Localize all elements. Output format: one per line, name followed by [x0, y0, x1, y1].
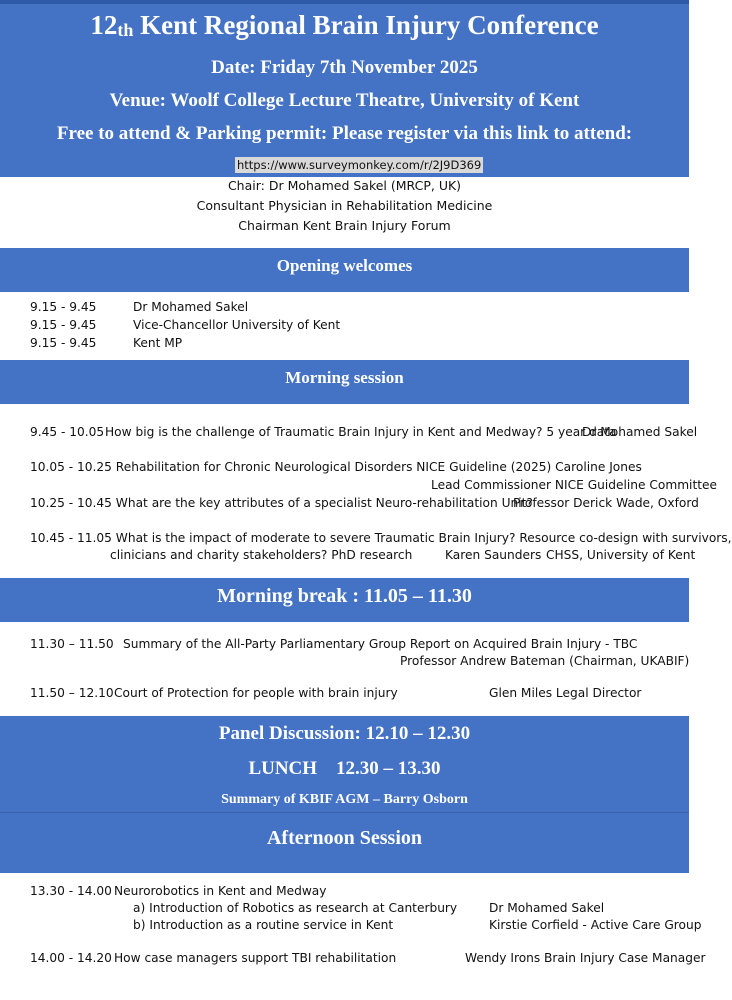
conference-title: $12_{th}$ Kent Regional Brain Injury Conference [90, 10, 599, 40]
afternoon-row1-time: 13.30 - 14.00 [30, 884, 112, 898]
morning-row4: 10.45 - 11.05 What is the impact of moderate to severe Traumatic Brain Injury? Resource co-design with survivors, [30, 531, 732, 545]
morning-row2-role: Lead Commissioner NICE Guideline Committee [431, 478, 718, 492]
afternoon-band [0, 812, 689, 873]
morning-row4-org: CHSS, University of Kent [546, 548, 696, 562]
break-row2-title: Court of Protection for people with brain injury [114, 686, 398, 700]
break-row2-speaker: Glen Miles Legal Director [489, 686, 642, 700]
break-row1-title: Summary of the All-Party Parliamentary Group Report on Acquired Brain Injury - TBC [123, 637, 638, 651]
morning-row4-cont: clinicians and charity stakeholders? PhD research [110, 548, 413, 562]
afternoon-row1-a: a) Introduction of Robotics as research at Canterbury [133, 901, 458, 915]
morning-row1-title: How big is the challenge of Traumatic Brain Injury in Kent and Medway? 5 year data [105, 425, 617, 439]
morning-row1-speaker: Dr Mohamed Sakel [582, 425, 698, 439]
opening-row-item: Vice-Chancellor University of Kent [133, 318, 341, 332]
afternoon-heading: Afternoon Session [266, 827, 422, 849]
opening-row-time: 9.15 - 9.45 [30, 300, 97, 314]
top-rule [0, 0, 689, 4]
registration-note: Free to attend & Parking permit: Please register via this link to attend: [56, 123, 633, 144]
panel-heading: Panel Discussion: 12.10 – 12.30 [218, 723, 471, 744]
afternoon-row2-time: 14.00 - 14.20 [30, 951, 112, 965]
morning-band [0, 360, 689, 404]
lunch-heading: LUNCH 12.30 – 13.30 [248, 758, 441, 779]
chair-title: Consultant Physician in Rehabilitation Medicine [196, 198, 493, 213]
morning-row3-speaker: Professor Derick Wade, Oxford [513, 496, 699, 510]
break-row2-time: 11.50 – 12.10 [30, 686, 114, 700]
morning-row3: 10.25 - 10.45 What are the key attributes of a specialist Neuro-rehabilitation Unit? [30, 496, 533, 510]
header-band [0, 0, 689, 177]
afternoon-row2-role: Brain Injury Case Manager [544, 951, 706, 965]
morning-row1-time: 9.45 - 10.05 [30, 425, 105, 439]
afternoon-row1-b-speaker: Kirstie Corfield - Active Care Group [489, 918, 702, 932]
opening-row-item: Kent MP [133, 336, 183, 350]
break-row1-time: 11.30 – 11.50 [30, 637, 114, 651]
break-band [0, 578, 689, 622]
morning-heading: Morning session [285, 368, 404, 387]
opening-heading: Opening welcomes [276, 256, 413, 275]
break-heading: Morning break : 11.05 – 11.30 [217, 585, 472, 607]
afternoon-row1-title: Neurorobotics in Kent and Medway [114, 884, 327, 898]
afternoon-row1-a-speaker: Dr Mohamed Sakel [489, 901, 605, 915]
morning-row2: 10.05 - 10.25 Rehabilitation for Chronic Neurological Disorders NICE Guideline (2025) Caroline Jones [30, 460, 642, 474]
morning-row4-speaker: Karen Saunders [445, 548, 542, 562]
conference-date: Date: Friday 7th November 2025 [211, 57, 478, 78]
afternoon-row2-title: How case managers support TBI rehabilitation [114, 951, 397, 965]
afternoon-row1-b: b) Introduction as a routine service in Kent [133, 918, 394, 932]
break-row1-speaker: Professor Andrew Bateman (Chairman, UKABIF) [400, 654, 690, 668]
conference-venue: Venue: Woolf College Lecture Theatre, University of Kent [109, 90, 580, 111]
opening-row-time: 9.15 - 9.45 [30, 318, 97, 332]
opening-row-time: 9.15 - 9.45 [30, 336, 97, 350]
chair-forum: Chairman Kent Brain Injury Forum [238, 218, 451, 233]
agm-heading: Summary of KBIF AGM – Barry Osborn [221, 792, 468, 807]
afternoon-row2-speaker: Wendy Irons [465, 951, 541, 965]
opening-band [0, 248, 689, 292]
registration-link[interactable]: https://www.surveymonkey.com/r/2J9D369 [237, 158, 482, 172]
chair-name: Chair: Dr Mohamed Sakel (MRCP, UK) [227, 178, 462, 193]
panel-band [0, 716, 689, 812]
opening-row-item: Dr Mohamed Sakel [133, 300, 249, 314]
